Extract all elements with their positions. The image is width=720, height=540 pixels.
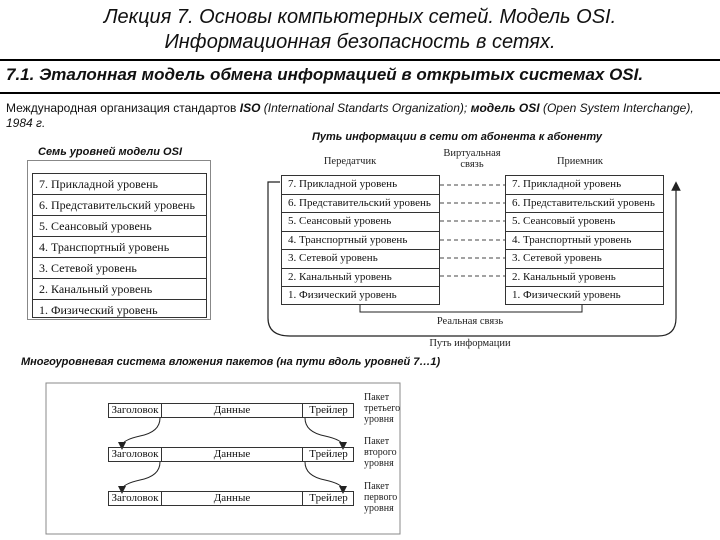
receiver-layer-2: 2. Канальный уровень: [506, 269, 663, 288]
receiver-layer-5: 5. Сеансовый уровень: [506, 213, 663, 232]
intro-model: модель OSI: [470, 101, 540, 115]
packet-2-header: Заголовок: [109, 448, 162, 461]
sender-label: Передатчик: [323, 156, 377, 167]
intro-iso: ISO: [239, 101, 261, 115]
layer-1: 1. Физический уровень: [39, 303, 158, 317]
packet-2-data: Данные: [213, 448, 251, 460]
packet-1-data: Данные: [213, 492, 251, 504]
sender-layer-1: 1. Физический уровень: [288, 289, 397, 301]
intro-part-1: Международная организация стандартов: [6, 101, 240, 115]
sender-layer-4: 4. Транспортный уровень: [282, 232, 439, 251]
packet-2-note: [364, 436, 397, 469]
sender-layer-2: 2. Канальный уровень: [282, 269, 439, 288]
packet-1-note-l3: уровня: [364, 503, 394, 514]
seven-levels-caption: Семь уровней модели OSI: [38, 146, 182, 158]
sender-layer-6: 6. Представительский уровень: [282, 195, 439, 214]
layer-7: 7. Прикладной уровень: [33, 174, 206, 195]
intro-part-3: (Open System Interchange), 1984 г.: [6, 101, 694, 130]
receiver-layer-7: 7. Прикладной уровень: [506, 176, 663, 195]
virtual-link-label: Виртуальная связь: [443, 148, 501, 170]
packet-3-note: [364, 392, 400, 425]
packet-3-header: Заголовок: [109, 404, 162, 417]
path-caption: Путь информации в сети от абонента к абоненту: [312, 131, 603, 143]
layer-5: 5. Сеансовый уровень: [33, 216, 206, 237]
packet-2-trailer: Трейлер: [302, 448, 354, 461]
layer-4: 4. Транспортный уровень: [33, 237, 206, 258]
receiver-layer-1: 1. Физический уровень: [512, 289, 621, 301]
packet-2-note-l2: второго: [364, 447, 397, 458]
sender-layer-5: 5. Сеансовый уровень: [282, 213, 439, 232]
packet-level-2: [108, 447, 354, 462]
packet-1-note: [364, 481, 397, 514]
packet-3-trailer: Трейлер: [302, 404, 354, 417]
packets-caption: Многоуровневая система вложения пакетов (на пути вдоль уровней 7…1): [21, 356, 441, 368]
packet-2-note-l3: уровня: [364, 458, 394, 469]
receiver-layer-6: 6. Представительский уровень: [506, 195, 663, 214]
sender-stack: [281, 175, 440, 305]
packet-1-trailer: Трейлер: [302, 492, 354, 505]
layer-2: 2. Канальный уровень: [33, 279, 206, 300]
packet-3-data: Данные: [213, 404, 251, 416]
info-path-label: Путь информации: [429, 338, 511, 349]
section-heading: 7.1. Эталонная модель обмена информацией в открытых системах OSI.: [6, 65, 644, 84]
receiver-stack: [505, 175, 664, 305]
real-link-label: Реальная связь: [436, 316, 504, 327]
packet-2-note-l1: Пакет: [364, 436, 390, 447]
packet-1-note-l2: первого: [364, 492, 398, 503]
sender-layer-3: 3. Сетевой уровень: [282, 250, 439, 269]
virtual-links: [440, 185, 505, 276]
layer-6: 6. Представительский уровень: [33, 195, 206, 216]
sender-layer-7: 7. Прикладной уровень: [282, 176, 439, 195]
receiver-layer-4: 4. Транспортный уровень: [506, 232, 663, 251]
packet-3-note-l2: третьего: [364, 403, 401, 414]
title-line-2: Информационная безопасность в сетях.: [164, 31, 556, 53]
packet-level-1: [108, 491, 354, 506]
packet-1-header: Заголовок: [109, 492, 162, 505]
packet-3-note-l3: уровня: [364, 414, 394, 425]
layer-3: 3. Сетевой уровень: [33, 258, 206, 279]
real-link: [360, 305, 582, 312]
receiver-layer-3: 3. Сетевой уровень: [506, 250, 663, 269]
packet-1-note-l1: Пакет: [364, 481, 390, 492]
receiver-label: Приемник: [556, 156, 604, 167]
packet-level-3: [108, 403, 354, 418]
intro-part-2: (International Standarts Organization);: [260, 101, 471, 115]
packet-3-note-l1: Пакет: [364, 392, 390, 403]
title-line-1: Лекция 7. Основы компьютерных сетей. Модель OSI.: [103, 6, 617, 28]
